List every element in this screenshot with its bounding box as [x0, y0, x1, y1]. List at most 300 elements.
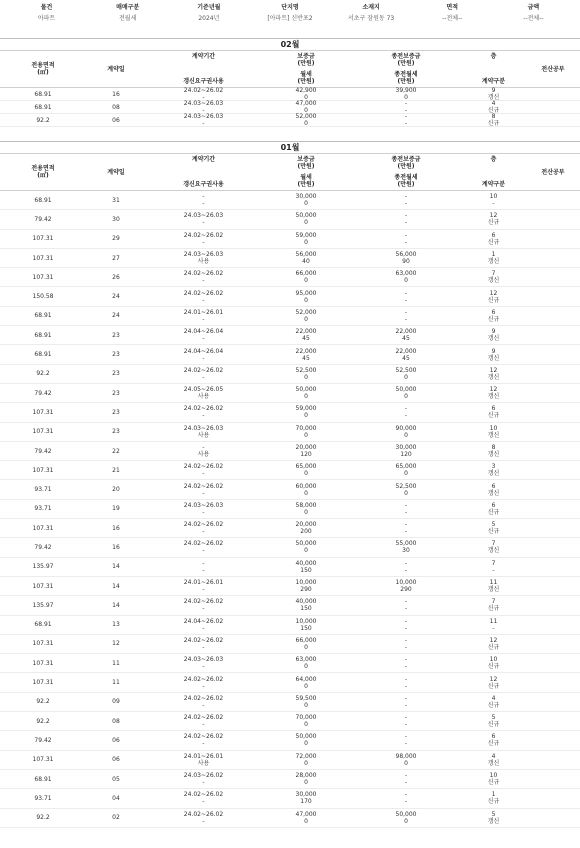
- table-row[interactable]: [0, 230, 580, 249]
- deposit-value: 30,000: [295, 791, 317, 799]
- contract-period: -: [202, 559, 205, 567]
- filter-complex-name[interactable]: [249, 0, 330, 24]
- table-cell: [146, 114, 261, 126]
- rent-value: 0: [304, 682, 308, 690]
- table-cell: [261, 616, 351, 634]
- header-contract-period: 계약기간: [191, 156, 216, 163]
- table-row[interactable]: [0, 326, 580, 345]
- table-cell: [526, 423, 580, 441]
- table-cell: [461, 345, 526, 363]
- table-cell: [0, 384, 86, 402]
- rent-value: 0: [304, 94, 308, 101]
- contract-type: 신규: [487, 528, 500, 536]
- table-cell: [261, 480, 351, 498]
- table-cell: [0, 461, 86, 479]
- renewal-right: -: [202, 817, 205, 825]
- table-cell: [146, 480, 261, 498]
- table-cell: [261, 770, 351, 788]
- area-value: 68.91: [34, 775, 52, 783]
- table-cell: [261, 712, 351, 730]
- deposit-value: 59,500: [295, 694, 317, 702]
- deposit-value: 66,000: [295, 270, 317, 278]
- renewal-right: -: [202, 528, 205, 536]
- renewal-right: 사용: [197, 431, 210, 439]
- month-section: [0, 141, 580, 828]
- table-cell: [526, 500, 580, 518]
- contract-day: 16: [112, 90, 120, 98]
- deposit-value: 40,000: [295, 598, 317, 606]
- table-cell: [261, 114, 351, 126]
- prev-deposit-value: -: [404, 289, 408, 297]
- area-value: 92.2: [36, 698, 50, 706]
- contract-period: 24.02~26.02: [183, 636, 224, 644]
- table-cell: [146, 249, 261, 267]
- contract-type: 신규: [487, 412, 500, 420]
- contract-period: 24.02~26.02: [183, 810, 224, 818]
- table-header: [0, 50, 580, 88]
- prev-rent-value: 0: [404, 817, 408, 825]
- table-cell: [351, 461, 461, 479]
- deposit-value: 50,000: [295, 733, 317, 741]
- table-cell: [461, 403, 526, 421]
- contract-type: 갱신: [487, 451, 500, 458]
- table-cell: [461, 731, 526, 749]
- table-cell: [0, 88, 86, 100]
- table-cell: [461, 480, 526, 498]
- table-cell: [261, 809, 351, 827]
- prev-deposit-value: 90,000: [395, 424, 417, 432]
- table-cell: [86, 596, 146, 614]
- table-row[interactable]: [0, 210, 580, 229]
- renewal-right: -: [202, 701, 205, 709]
- deposit-value: 60,000: [295, 482, 317, 490]
- table-row[interactable]: [0, 731, 580, 750]
- contract-type: 갱신: [487, 547, 500, 555]
- contract-type: 갱신: [487, 373, 500, 381]
- header-cell: [0, 51, 86, 87]
- contract-period: 24.03~26.03: [183, 113, 224, 120]
- renewal-right: -: [202, 605, 205, 613]
- table-row[interactable]: [0, 480, 580, 499]
- filter-location[interactable]: [331, 0, 412, 24]
- table-row[interactable]: [0, 635, 580, 654]
- table-cell: [261, 345, 351, 363]
- table-row[interactable]: [0, 712, 580, 731]
- area-value: 79.42: [34, 215, 52, 223]
- contract-day: 05: [112, 775, 120, 783]
- floor-value: 8: [491, 113, 496, 120]
- contract-day: 12: [112, 640, 120, 648]
- header-contract-period: 계약기간: [191, 53, 216, 60]
- area-value: 150.58: [32, 293, 54, 301]
- table-cell: [261, 500, 351, 518]
- table-cell: [261, 461, 351, 479]
- prev-deposit-value: -: [404, 113, 408, 120]
- rent-value: 0: [304, 547, 308, 555]
- table-cell: [86, 731, 146, 749]
- prev-rent-value: -: [404, 605, 408, 613]
- table-cell: [86, 809, 146, 827]
- rent-value: 170: [300, 798, 312, 806]
- area-value: 107.31: [32, 466, 54, 474]
- prev-rent-value: 120: [400, 451, 412, 458]
- table-cell: [261, 326, 351, 344]
- table-row[interactable]: [0, 442, 580, 461]
- table-cell: [146, 538, 261, 556]
- contract-day: 16: [112, 524, 120, 532]
- table-cell: [351, 307, 461, 325]
- contract-period: 24.03~26.03: [183, 501, 224, 509]
- header-registry: 전산공부: [541, 168, 565, 176]
- contract-period: -: [202, 444, 205, 451]
- table-cell: [526, 287, 580, 305]
- rent-value: 0: [304, 373, 308, 381]
- header-cell: [351, 154, 461, 190]
- table-cell: [351, 423, 461, 441]
- prev-deposit-value: 30,000: [395, 444, 417, 451]
- table-cell: [526, 384, 580, 402]
- floor-value: 10: [489, 656, 498, 664]
- prev-deposit-value: 10,000: [395, 579, 417, 587]
- deposit-value: 20,000: [295, 521, 317, 529]
- table-cell: [146, 423, 261, 441]
- table-row[interactable]: [0, 673, 580, 692]
- area-value: 107.31: [32, 524, 54, 532]
- table-row[interactable]: [0, 809, 580, 828]
- prev-deposit-value: -: [404, 772, 408, 780]
- table-cell: [146, 88, 261, 100]
- deposit-value: 47,000: [295, 810, 317, 818]
- table-row[interactable]: [0, 751, 580, 770]
- table-cell: [351, 558, 461, 576]
- filter-value: 서초구 잠원동 73: [348, 15, 395, 22]
- filter-value: 2024년: [198, 15, 220, 22]
- table-cell: [86, 423, 146, 441]
- contract-day: 23: [112, 428, 120, 436]
- floor-value: 7: [491, 270, 496, 278]
- month-section: [0, 38, 580, 127]
- table-row[interactable]: [0, 191, 580, 210]
- table-row[interactable]: [0, 558, 580, 577]
- table-cell: [86, 558, 146, 576]
- table-cell: [146, 403, 261, 421]
- filter-trade-type[interactable]: [87, 0, 168, 24]
- table-row[interactable]: [0, 596, 580, 615]
- table-row[interactable]: [0, 403, 580, 422]
- contract-day: 29: [112, 235, 120, 243]
- deposit-value: 70,000: [295, 424, 317, 432]
- renewal-right: -: [202, 315, 205, 323]
- prev-deposit-value: 50,000: [395, 810, 417, 818]
- area-value: 68.91: [34, 621, 52, 629]
- prev-rent-value: -: [404, 701, 408, 709]
- table-cell: [0, 210, 86, 228]
- contract-period: 24.02~26.02: [183, 482, 224, 490]
- contract-period: 24.04~26.04: [183, 347, 224, 355]
- renewal-right: -: [202, 120, 205, 127]
- table-cell: [86, 442, 146, 460]
- table-row[interactable]: [0, 287, 580, 306]
- table-row[interactable]: [0, 249, 580, 268]
- renewal-right: -: [202, 624, 205, 632]
- contract-day: 02: [112, 814, 120, 822]
- renewal-right: -: [202, 489, 205, 497]
- contract-day: 22: [112, 447, 120, 455]
- contract-type: 신규: [487, 721, 500, 729]
- filter-value: --전체--: [523, 15, 544, 22]
- header-floor: 층: [490, 53, 497, 60]
- rent-value: 0: [304, 107, 308, 114]
- filter-amount[interactable]: [493, 0, 574, 24]
- contract-period: 24.02~26.02: [183, 521, 224, 529]
- table-row[interactable]: [0, 500, 580, 519]
- floor-value: 6: [491, 501, 496, 509]
- deposit-value: 20,000: [295, 444, 317, 451]
- floor-value: 6: [491, 405, 496, 413]
- prev-deposit-value: -: [404, 559, 408, 567]
- prev-deposit-value: -: [404, 212, 408, 220]
- table-cell: [261, 577, 351, 595]
- renewal-right: -: [202, 663, 205, 671]
- contract-type: 신규: [487, 798, 500, 806]
- deposit-value: 47,000: [295, 100, 317, 107]
- table-row[interactable]: [0, 770, 580, 789]
- table-cell: [351, 770, 461, 788]
- table-cell: [526, 268, 580, 286]
- header-renewal-right: 갱신요구권사용: [183, 181, 224, 188]
- renewal-right: -: [202, 721, 205, 729]
- contract-period: 24.03~26.03: [183, 251, 224, 259]
- table-cell: [0, 403, 86, 421]
- table-cell: [461, 365, 526, 383]
- table-cell: [146, 345, 261, 363]
- table-cell: [461, 249, 526, 267]
- area-value: 107.31: [32, 408, 54, 416]
- table-cell: [146, 365, 261, 383]
- table-cell: [351, 191, 461, 209]
- header-contract-day: 계약일: [107, 168, 125, 176]
- table-cell: [461, 88, 526, 100]
- floor-value: 5: [491, 521, 496, 529]
- floor-value: 6: [491, 231, 496, 239]
- deposit-value: 10,000: [295, 617, 317, 625]
- filter-bar: [0, 0, 580, 24]
- renewal-right: -: [202, 354, 205, 362]
- prev-deposit-value: 50,000: [395, 386, 417, 394]
- floor-value: 12: [489, 636, 498, 644]
- table-cell: [461, 191, 526, 209]
- renewal-right: -: [202, 586, 205, 594]
- table-cell: [351, 249, 461, 267]
- header-prev-deposit: 종전보증금 (만원): [391, 53, 421, 67]
- contract-type: -: [492, 566, 495, 574]
- table-row[interactable]: [0, 345, 580, 364]
- contract-type: 신규: [487, 643, 500, 651]
- table-cell: [351, 616, 461, 634]
- rent-value: 0: [304, 219, 308, 227]
- rent-value: 290: [300, 586, 312, 594]
- prev-rent-value: 0: [404, 393, 408, 401]
- contract-period: 24.02~26.02: [183, 87, 224, 94]
- deposit-value: 59,000: [295, 231, 317, 239]
- table-cell: [146, 500, 261, 518]
- deposit-value: 28,000: [295, 772, 317, 780]
- header-cell: [146, 154, 261, 190]
- renewal-right: -: [202, 219, 205, 227]
- table-cell: [526, 191, 580, 209]
- table-cell: [351, 384, 461, 402]
- prev-rent-value: -: [404, 107, 408, 114]
- table-cell: [146, 326, 261, 344]
- contract-period: 24.03~26.03: [183, 424, 224, 432]
- prev-rent-value: -: [404, 798, 408, 806]
- table-cell: [86, 673, 146, 691]
- filter-value: 전월세: [119, 15, 137, 22]
- header-cell: [86, 51, 146, 87]
- filter-value: [아파트] 신반포2: [267, 15, 313, 22]
- filter-area[interactable]: [412, 0, 493, 24]
- table-cell: [0, 654, 86, 672]
- area-value: 107.31: [32, 679, 54, 687]
- contract-day: 06: [112, 116, 120, 124]
- table-cell: [526, 365, 580, 383]
- prev-rent-value: -: [404, 296, 408, 304]
- contract-day: 04: [112, 794, 120, 802]
- table-cell: [351, 345, 461, 363]
- table-cell: [0, 635, 86, 653]
- table-cell: [526, 731, 580, 749]
- contract-period: 24.02~26.02: [183, 289, 224, 297]
- table-cell: [351, 654, 461, 672]
- table-row[interactable]: [0, 654, 580, 673]
- table-cell: [351, 480, 461, 498]
- table-cell: [261, 519, 351, 537]
- deposit-value: 22,000: [295, 347, 317, 355]
- contract-day: 24: [112, 293, 120, 301]
- rent-value: 0: [304, 200, 308, 208]
- table-row[interactable]: [0, 538, 580, 557]
- header-cell: [261, 51, 351, 87]
- deposit-value: 52,000: [295, 308, 317, 316]
- renewal-right: -: [202, 470, 205, 478]
- prev-deposit-value: 52,500: [395, 366, 417, 374]
- prev-deposit-value: -: [404, 656, 408, 664]
- prev-deposit-value: -: [404, 694, 408, 702]
- filter-label: 물건: [40, 4, 53, 11]
- prev-rent-value: -: [404, 566, 408, 574]
- table-cell: [261, 596, 351, 614]
- deposit-value: 65,000: [295, 463, 317, 471]
- prev-rent-value: 30: [402, 547, 410, 555]
- table-cell: [351, 268, 461, 286]
- floor-value: 9: [491, 347, 496, 355]
- contract-day: 23: [112, 370, 120, 378]
- header-contract-day: 계약일: [107, 65, 125, 73]
- contract-period: 24.04~26.02: [183, 617, 224, 625]
- table-row[interactable]: [0, 577, 580, 596]
- table-cell: [86, 480, 146, 498]
- prev-deposit-value: 65,000: [395, 463, 417, 471]
- table-cell: [526, 770, 580, 788]
- table-cell: [86, 345, 146, 363]
- table-cell: [0, 287, 86, 305]
- table-row[interactable]: [0, 384, 580, 403]
- table-row[interactable]: [0, 423, 580, 442]
- deposit-value: 56,000: [295, 251, 317, 259]
- prev-deposit-value: -: [404, 617, 408, 625]
- deposit-value: 70,000: [295, 714, 317, 722]
- table-cell: [146, 461, 261, 479]
- table-row[interactable]: [0, 789, 580, 808]
- contract-period: 24.02~26.02: [183, 405, 224, 413]
- contract-period: 24.02~26.02: [183, 366, 224, 374]
- contract-day: 31: [112, 196, 120, 204]
- table-cell: [351, 751, 461, 769]
- rent-value: 120: [300, 451, 312, 458]
- table-cell: [86, 101, 146, 113]
- table-cell: [526, 558, 580, 576]
- table-row[interactable]: [0, 461, 580, 480]
- floor-value: 12: [489, 212, 498, 220]
- table-cell: [351, 88, 461, 100]
- area-value: 135.97: [32, 563, 54, 571]
- table-row[interactable]: [0, 114, 580, 127]
- header-deposit: 보증금 (만원): [297, 53, 315, 67]
- table-row[interactable]: [0, 365, 580, 384]
- table-cell: [261, 673, 351, 691]
- table-row[interactable]: [0, 693, 580, 712]
- area-value: 68.91: [34, 103, 52, 111]
- filter-label: 매매구분: [116, 4, 140, 11]
- filter-year-month[interactable]: [168, 0, 249, 24]
- renewal-right: -: [202, 779, 205, 787]
- table-cell: [526, 101, 580, 113]
- filter-property-type[interactable]: [6, 0, 87, 24]
- prev-deposit-value: -: [404, 733, 408, 741]
- contract-day: 20: [112, 486, 120, 494]
- table-cell: [86, 307, 146, 325]
- contract-type: 신규: [487, 107, 500, 114]
- table-cell: [86, 365, 146, 383]
- table-row[interactable]: [0, 519, 580, 538]
- rent-value: 200: [300, 528, 312, 536]
- floor-value: 10: [489, 193, 498, 201]
- table-cell: [526, 654, 580, 672]
- rent-value: 0: [304, 412, 308, 420]
- table-cell: [146, 287, 261, 305]
- rent-value: 0: [304, 817, 308, 825]
- contract-day: 11: [112, 659, 120, 667]
- table-cell: [261, 538, 351, 556]
- renewal-right: -: [202, 643, 205, 651]
- header-cell: [461, 154, 526, 190]
- floor-value: 5: [491, 810, 496, 818]
- table-cell: [461, 538, 526, 556]
- table-cell: [351, 365, 461, 383]
- deposit-value: 52,500: [295, 366, 317, 374]
- table-row[interactable]: [0, 307, 580, 326]
- table-cell: [351, 731, 461, 749]
- renewal-right: 사용: [197, 759, 210, 767]
- prev-rent-value: 45: [402, 354, 410, 362]
- table-row[interactable]: [0, 616, 580, 635]
- filter-value: 아파트: [37, 15, 56, 22]
- table-cell: [351, 326, 461, 344]
- floor-value: 12: [489, 289, 498, 297]
- table-row[interactable]: [0, 268, 580, 287]
- contract-day: 26: [112, 273, 120, 281]
- renewal-right: 사용: [197, 451, 210, 458]
